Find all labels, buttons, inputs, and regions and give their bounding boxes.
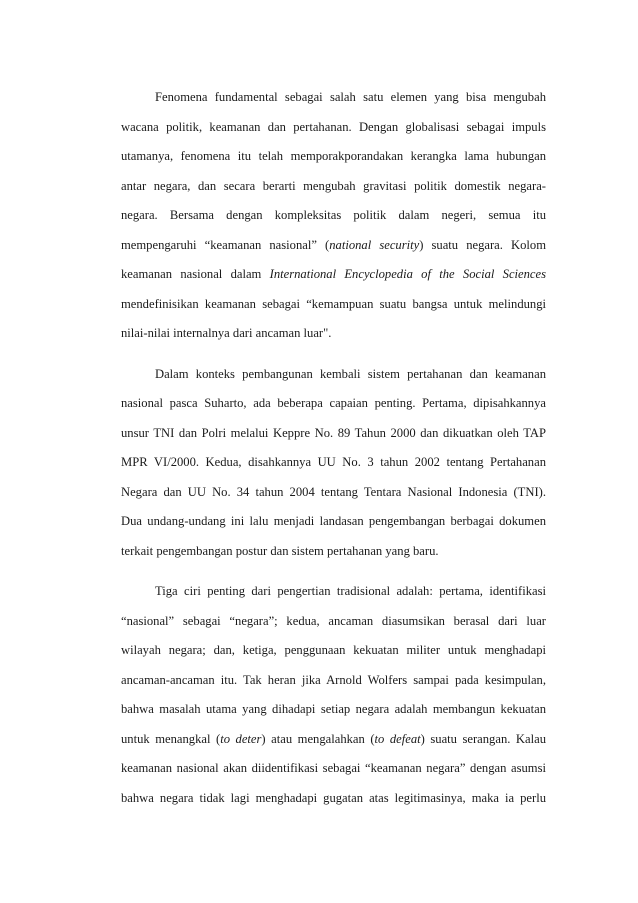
text-segment: antar negara, dan secara berarti mengubah gravitasi politik domestik negara-: [121, 178, 546, 193]
text-segment: Dalam konteks pembangunan kembali sistem pertahanan dan keamanan: [155, 366, 546, 381]
text-segment: Fenomena fundamental sebagai salah satu elemen yang bisa mengubah: [155, 90, 546, 104]
text-segment: wilayah negara; dan, ketiga, penggunaan kekuatan militer untuk menghadapi: [121, 643, 546, 657]
text-line: [121, 366, 546, 396]
text-segment: ) atau mengalahkan (: [261, 731, 375, 746]
italic-text-segment: to deter: [220, 731, 262, 746]
text-line: [121, 613, 546, 643]
body-text: [121, 89, 546, 819]
text-segment: Negara dan UU No. 34 tahun 2004 tentang Tentara Nasional Indonesia (TNI).: [121, 484, 546, 499]
text-segment: MPR VI/2000. Kedua, disahkannya UU No. 3 tahun 2002 tentang Pertahanan: [121, 455, 546, 469]
text-line: [121, 119, 546, 149]
text-line: [121, 148, 546, 178]
text-line: [121, 513, 546, 543]
text-segment: “nasional” sebagai “negara”; kedua, ancaman diasumsikan berasal dari luar: [121, 613, 546, 628]
text-line: [121, 543, 546, 573]
text-segment: ancaman-ancaman itu. Tak heran jika Arnold Wolfers sampai pada kesimpulan,: [121, 672, 546, 687]
text-line: [121, 484, 546, 514]
text-line: [121, 731, 546, 761]
text-line: [121, 760, 546, 790]
text-line: [121, 89, 546, 119]
text-segment: nasional pasca Suharto, ada beberapa capaian penting. Pertama, dipisahkannya: [121, 396, 546, 410]
text-line: [121, 642, 546, 672]
text-line: [121, 237, 546, 267]
text-line: [121, 425, 546, 455]
text-line: [121, 207, 546, 237]
text-segment: ) suatu serangan. Kalau: [420, 731, 546, 746]
text-segment: unsur TNI dan Polri melalui Keppre No. 89 Tahun 2000 dan dikuatkan oleh TAP: [121, 425, 546, 440]
paragraph: [121, 89, 546, 355]
text-line: [121, 672, 546, 702]
paragraph-gap: [121, 355, 546, 366]
text-segment: bahwa negara tidak lagi menghadapi gugatan atas legitimasinya, maka ia perlu: [121, 790, 546, 805]
text-segment: nilai-nilai internalnya dari ancaman luar".: [121, 326, 332, 340]
text-line: [121, 325, 546, 355]
text-segment: keamanan nasional akan diidentifikasi sebagai “keamanan negara” dengan asumsi: [121, 761, 546, 775]
paragraph: [121, 583, 546, 819]
text-segment: untuk menangkal (: [121, 731, 221, 746]
text-segment: terkait pengembangan postur dan sistem pertahanan yang baru.: [121, 543, 439, 558]
text-segment: utamanya, fenomena itu telah memporakporandakan kerangka lama hubungan: [121, 149, 546, 163]
text-line: [121, 266, 546, 296]
text-segment: negara. Bersama dengan kompleksitas politik dalam negeri, semua itu: [121, 208, 546, 222]
text-segment: Dua undang-undang ini lalu menjadi landasan pengembangan berbagai dokumen: [121, 514, 546, 528]
italic-text-segment: International Encyclopedia of the Social Sciences: [269, 267, 547, 281]
text-segment: wacana politik, keamanan dan pertahanan. Dengan globalisasi sebagai impuls: [121, 119, 546, 134]
text-line: [121, 178, 546, 208]
paragraph: [121, 366, 546, 573]
text-segment: bahwa masalah utama yang dihadapi setiap negara adalah membangun kekuatan: [121, 702, 546, 716]
text-line: [121, 296, 546, 326]
text-line: [121, 395, 546, 425]
text-line: [121, 701, 546, 731]
text-segment: Tiga ciri penting dari pengertian tradisional adalah: pertama, identifikasi: [155, 584, 546, 598]
text-segment: mempengaruhi “keamanan nasional” (: [121, 237, 330, 252]
paragraph-gap: [121, 572, 546, 583]
text-segment: mendefinisikan keamanan sebagai “kemampuan suatu bangsa untuk melindungi: [121, 296, 546, 311]
text-line: [121, 454, 546, 484]
text-line: [121, 583, 546, 613]
text-segment: keamanan nasional dalam: [121, 267, 270, 281]
text-line: [121, 790, 546, 820]
italic-text-segment: to defeat: [374, 731, 421, 746]
text-segment: ) suatu negara. Kolom: [419, 237, 546, 252]
italic-text-segment: national security: [329, 237, 420, 252]
